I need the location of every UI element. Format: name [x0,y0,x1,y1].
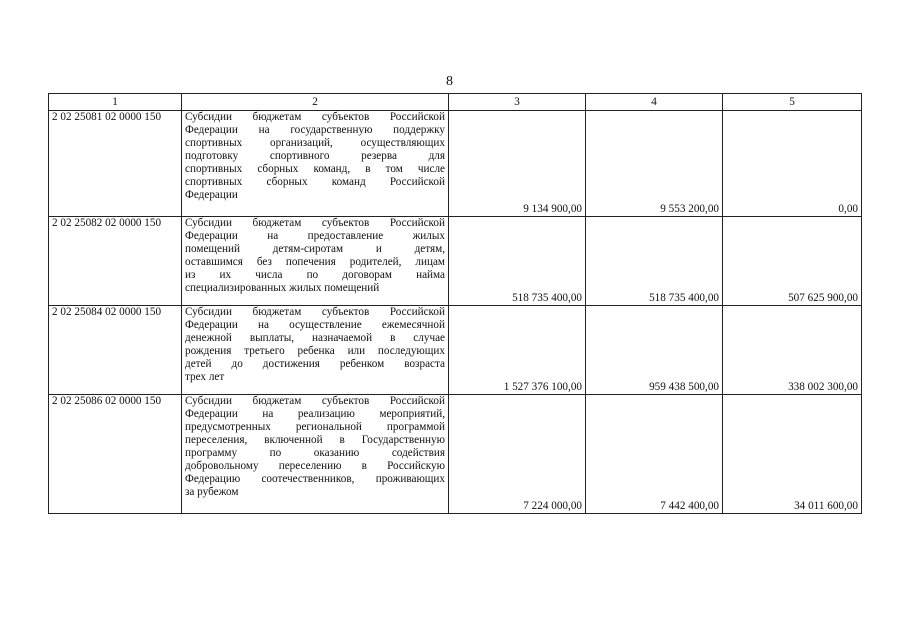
description-line: Федерации на реализацию мероприятий, [185,408,445,420]
description-line: спортивных сборных команд, в том числе [185,163,445,175]
table-row [49,395,862,514]
description-line: за рубежом [185,486,239,498]
budget-table [48,93,862,514]
description-cell [182,395,449,514]
amount-column-4-cell: 7 442 400,00 [586,395,723,514]
amount-column-4-cell: 9 553 200,00 [586,111,723,217]
description-cell [182,217,449,306]
description-cell [182,111,449,217]
column-header-2: 2 [182,94,449,111]
description-line: рождения третьего ребенка или последующих [185,345,445,357]
description-line: спортивных организаций, осуществляющих [185,137,445,149]
description-line: детей до достижения ребенком возраста [185,358,445,370]
description-line: трех лет [185,371,225,383]
description-line: Федерации [185,189,238,201]
table-body [49,94,862,514]
description-line: Федерации на осуществление ежемесячной [185,319,445,331]
description-cell [182,306,449,395]
description-line: добровольному переселению в Российскую [185,460,445,472]
column-header-4: 4 [586,94,723,111]
amount-column-5-cell: 34 011 600,00 [723,395,862,514]
description-line: оставшимся без попечения родителей, лицам [185,256,445,268]
description-line: Субсидии бюджетам субъектов Российской [185,111,445,123]
description-line: Федерации на государственную поддержку [185,124,445,136]
table-row [49,217,862,306]
amount-column-5-cell: 338 002 300,00 [723,306,862,395]
amount-column-3-cell: 518 735 400,00 [449,217,586,306]
budget-code-cell: 2 02 25082 02 0000 150 [49,217,182,306]
table-row [49,306,862,395]
amount-column-5-cell: 507 625 900,00 [723,217,862,306]
description-line: Субсидии бюджетам субъектов Российской [185,306,445,318]
column-header-1: 1 [49,94,182,111]
amount-column-5-cell: 0,00 [723,111,862,217]
amount-column-4-cell: 518 735 400,00 [586,217,723,306]
description-line: Федерации на предоставление жилых [185,230,445,242]
description-line: программу по оказанию содействия [185,447,445,459]
description-line: помещений детям-сиротам и детям, [185,243,445,255]
description-line: подготовку спортивного резерва для [185,150,445,162]
description-line: специализированных жилых помещений [185,282,380,294]
page-number: 8 [446,74,453,89]
description-line: предусмотренных региональной программой [185,421,445,433]
column-header-5: 5 [723,94,862,111]
column-header-3: 3 [449,94,586,111]
description-line: Субсидии бюджетам субъектов Российской [185,217,445,229]
budget-code-cell: 2 02 25084 02 0000 150 [49,306,182,395]
budget-code-cell: 2 02 25081 02 0000 150 [49,111,182,217]
table-header-row [49,94,862,111]
amount-column-4-cell: 959 438 500,00 [586,306,723,395]
amount-column-3-cell: 7 224 000,00 [449,395,586,514]
table-row [49,111,862,217]
amount-column-3-cell: 1 527 376 100,00 [449,306,586,395]
description-line: денежной выплаты, назначаемой в случае [185,332,445,344]
description-line: переселения, включенной в Государственную [185,434,445,446]
description-line: из их числа по договорам найма [185,269,445,281]
description-line: Субсидии бюджетам субъектов Российской [185,395,445,407]
budget-code-cell: 2 02 25086 02 0000 150 [49,395,182,514]
description-line: спортивных сборных команд Российской [185,176,445,188]
description-line: Федерацию соотечественников, проживающих [185,473,445,485]
amount-column-3-cell: 9 134 900,00 [449,111,586,217]
